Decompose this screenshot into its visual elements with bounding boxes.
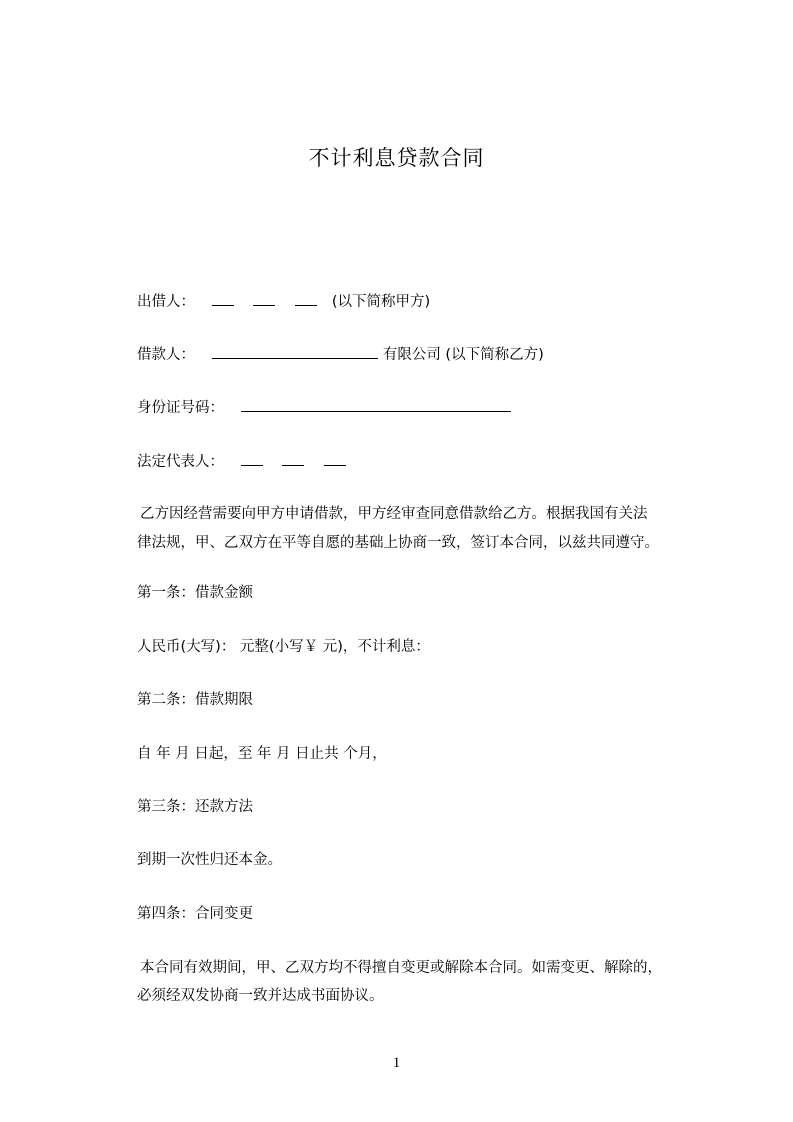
lender-blank-1: [212, 291, 234, 306]
borrower-suffix: 有限公司 (以下简称乙方): [382, 347, 544, 363]
article2-body: 自 年 月 日起，至 年 月 日止共 个月，: [137, 746, 387, 762]
borrower-line: [137, 344, 544, 365]
lender-suffix: (以下简称甲方): [331, 294, 431, 310]
lender-blank-2: [253, 291, 275, 306]
id-number-line: [137, 397, 511, 418]
article3-heading: 第三条：还款方法: [137, 799, 253, 815]
article1-heading: 第一条：借款金额: [137, 585, 253, 601]
lender-label: 出借人：: [137, 294, 195, 310]
id-number-blank: [241, 397, 511, 412]
legal-rep-blank-3: [324, 451, 346, 466]
intro-line-1: 乙方因经营需要向甲方申请借款，甲方经审查同意借款给乙方。根据我国有关法: [140, 506, 648, 522]
intro-line-2: 律法规，甲、乙双方在平等自愿的基础上协商一致，签订本合同，以兹共同遵守。: [137, 535, 659, 551]
legal-rep-line: [137, 451, 346, 472]
lender-line: [137, 291, 430, 312]
document-title: 不计利息贷款合同: [308, 146, 485, 170]
borrower-label: 借款人：: [137, 347, 195, 363]
lender-blank-3: [295, 291, 317, 306]
article4-heading: 第四条：合同变更: [137, 906, 253, 922]
article4-line-2: 必须经双发协商一致并达成书面协议。: [137, 988, 384, 1004]
article1-body: 人民币(大写)： 元整(小写￥ 元)，不计利息：: [137, 639, 430, 655]
legal-rep-label: 法定代表人：: [137, 454, 224, 470]
article4-line-1: 本合同有效期间，甲、乙双方均不得擅自变更或解除本合同。如需变更、解除的，: [140, 960, 662, 976]
page-number: 1: [392, 1055, 401, 1071]
id-number-label: 身份证号码：: [137, 400, 224, 416]
article2-heading: 第二条：借款期限: [137, 692, 253, 708]
legal-rep-blank-2: [282, 451, 304, 466]
article3-body: 到期一次性归还本金。: [137, 852, 282, 868]
legal-rep-blank-1: [241, 451, 263, 466]
borrower-blank: [212, 344, 378, 359]
